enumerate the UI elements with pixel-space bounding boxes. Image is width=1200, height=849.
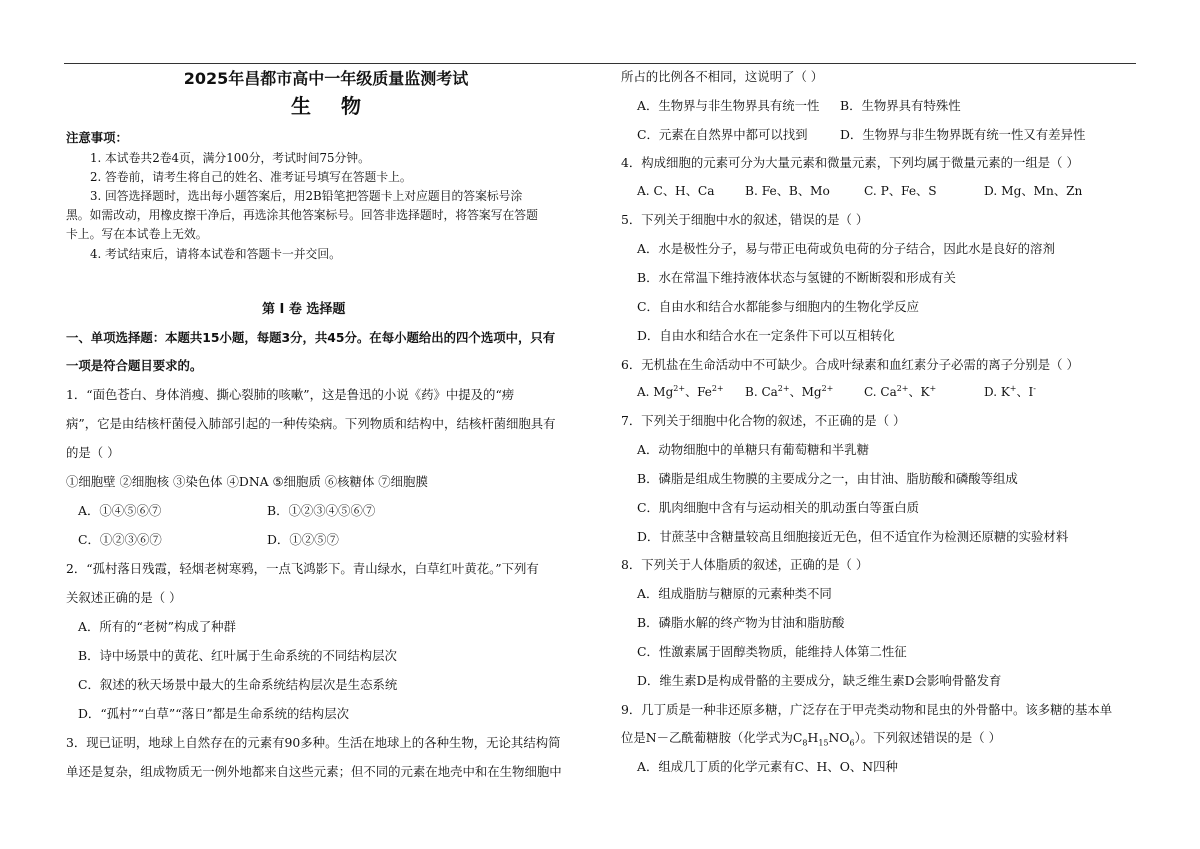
- option-a: A．水是极性分子，易与带正电荷或负电荷的分子结合，因此水是良好的溶剂: [637, 241, 1055, 256]
- question-stem: 9．几丁质是一种非还原多糖，广泛存在于甲壳类动物和昆虫的外骨骼中。该多糖的基本单: [621, 702, 1113, 717]
- option-c: C. P、Fe、S: [864, 184, 937, 198]
- option-b: B. $Ca^{2+}$、$Mg^{2+}$: [745, 384, 834, 399]
- question-stem: 7．下列关于细胞中化合物的叙述，不正确的是（ ）: [621, 413, 906, 428]
- option-d: D．维生素D是构成骨骼的主要成分，缺乏维生素D会影响骨骼发育: [637, 673, 1002, 688]
- notice-title: 注意事项：: [66, 130, 128, 145]
- option-c: C．自由水和结合水都能参与细胞内的生物化学反应: [637, 299, 920, 314]
- option-a: A. C、H、Ca: [637, 184, 715, 198]
- option-b: B．生物界具有特殊性: [840, 98, 961, 113]
- option-a: A．所有的“老树”构成了种群: [78, 619, 236, 634]
- option-b: B．诗中场景中的黄花、红叶属于生命系统的不同结构层次: [78, 648, 397, 663]
- question-stem: 8．下列关于人体脂质的叙述，正确的是（ ）: [621, 557, 869, 572]
- option-d: D．①②⑤⑦: [267, 532, 339, 547]
- notice-line: 卡上。写在本试卷上无效。: [66, 227, 208, 241]
- question-items: ①细胞壁 ②细胞核 ③染色体 ④DNA ⑤细胞质 ⑥核糖体 ⑦细胞膜: [66, 474, 428, 489]
- option-d: D. K+、I-: [984, 384, 1036, 399]
- top-rule: [64, 63, 1136, 64]
- question-stem: 6．无机盐在生命活动中不可缺少。合成叶绿素和血红素分子必需的离子分别是（ ）: [621, 357, 1079, 372]
- option-b: B．水在常温下维持液体状态与氢键的不断断裂和形成有关: [637, 270, 956, 285]
- option-a: A．①④⑤⑥⑦: [78, 503, 162, 518]
- option-a: A．组成几丁质的化学元素有C、H、O、N四种: [637, 759, 898, 774]
- option-b: B．磷脂是组成生物膜的主要成分之一，由甘油、脂肪酸和磷酸等组成: [637, 471, 1018, 486]
- section-title: 第 Ⅰ 卷 选择题: [262, 302, 346, 317]
- notice-line: 2. 答卷前，请考生将自己的姓名、准考证号填写在答题卡上。: [90, 170, 412, 184]
- notice-line: 黑。如需改动，用橡皮擦干净后，再选涂其他答案标号。回答非选择题时，将答案写在答题: [66, 208, 538, 222]
- exam-title: 2025年昌都市高中一年级质量监测考试: [183, 69, 469, 88]
- option-d: D．甘蔗茎中含糖量较高且细胞接近无色，但不适宜作为检测还原糖的实验材料: [637, 529, 1069, 544]
- question-stem: 关叙述正确的是（ ）: [66, 590, 182, 605]
- notice-line: 1. 本试卷共2卷4页，满分100分，考试时间75分钟。: [90, 151, 370, 165]
- subject-title: 生物: [291, 94, 391, 118]
- option-a: A．生物界与非生物界具有统一性: [637, 98, 820, 113]
- option-c: C．肌肉细胞中含有与运动相关的肌动蛋白等蛋白质: [637, 500, 920, 515]
- question-stem: 1．“面色苍白、身体消瘦、撕心裂肺的咳嗽”，这是鲁迅的小说《药》中提及的“痨: [66, 387, 515, 402]
- question-stem: 位是N－乙酰葡糖胺（化学式为$C_8H_{15}NO_6$）。下列叙述错误的是（ ）: [621, 730, 1002, 748]
- option-b: B. Fe、B、Mo: [745, 184, 830, 198]
- question-stem: 5．下列关于细胞中水的叙述，错误的是（ ）: [621, 212, 869, 227]
- option-d: D. Mg、Mn、Zn: [984, 184, 1083, 198]
- option-b: B．①②③④⑤⑥⑦: [267, 503, 376, 518]
- question-stem: 2．“孤村落日残霞，轻烟老树寒鸦，一点飞鸿影下。青山绿水，白草红叶黄花。”下列有: [66, 561, 539, 576]
- notice-line: 4. 考试结束后，请将本试卷和答题卡一并交回。: [90, 247, 341, 261]
- option-b: B．磷脂水解的终产物为甘油和脂肪酸: [637, 615, 845, 630]
- question-stem: 4．构成细胞的元素可分为大量元素和微量元素，下列均属于微量元素的一组是（ ）: [621, 155, 1079, 170]
- option-c: C．叙述的秋天场景中最大的生命系统结构层次是生态系统: [78, 677, 398, 692]
- option-a: A．动物细胞中的单糖只有葡萄糖和半乳糖: [637, 442, 869, 457]
- notice-line: 3. 回答选择题时，选出每小题答案后，用2B铅笔把答题卡上对应题目的答案标号涂: [90, 189, 523, 203]
- option-c: C．性激素属于固醇类物质，能维持人体第二性征: [637, 644, 907, 659]
- question-stem: 的是（ ）: [66, 445, 120, 460]
- option-a: A．组成脂肪与糖原的元素种类不同: [637, 586, 832, 601]
- question-stem: 病”，它是由结核杆菌侵入肺部引起的一种传染病。下列物质和结构中，结核杆菌细胞具有: [66, 416, 556, 431]
- option-c: C. $Ca^{2+}$、K+: [864, 384, 937, 399]
- section-instruction: 一、单项选择题：本题共15小题，每题3分，共45分。在每小题给出的四个选项中，只有: [66, 330, 556, 345]
- option-d: D．自由水和结合水在一定条件下可以互相转化: [637, 328, 895, 343]
- question-stem: 3．现已证明，地球上自然存在的元素有90多种。生活在地球上的各种生物，无论其结构简: [66, 735, 561, 750]
- option-d: D．生物界与非生物界既有统一性又有差异性: [840, 127, 1086, 142]
- question-stem: 单还是复杂，组成物质无一例外地都来自这些元素；但不同的元素在地壳中和在生物细胞中: [66, 764, 562, 779]
- option-d: D．“孤村”“白草”“落日”都是生命系统的结构层次: [78, 706, 349, 721]
- section-instruction: 一项是符合题目要求的。: [66, 358, 203, 373]
- question-stem: 所占的比例各不相同，这说明了（ ）: [621, 69, 824, 84]
- option-c: C．①②③⑥⑦: [78, 532, 162, 547]
- option-a: A. $Mg^{2+}$、$Fe^{2+}$: [637, 384, 724, 399]
- option-c: C．元素在自然界中都可以找到: [637, 127, 808, 142]
